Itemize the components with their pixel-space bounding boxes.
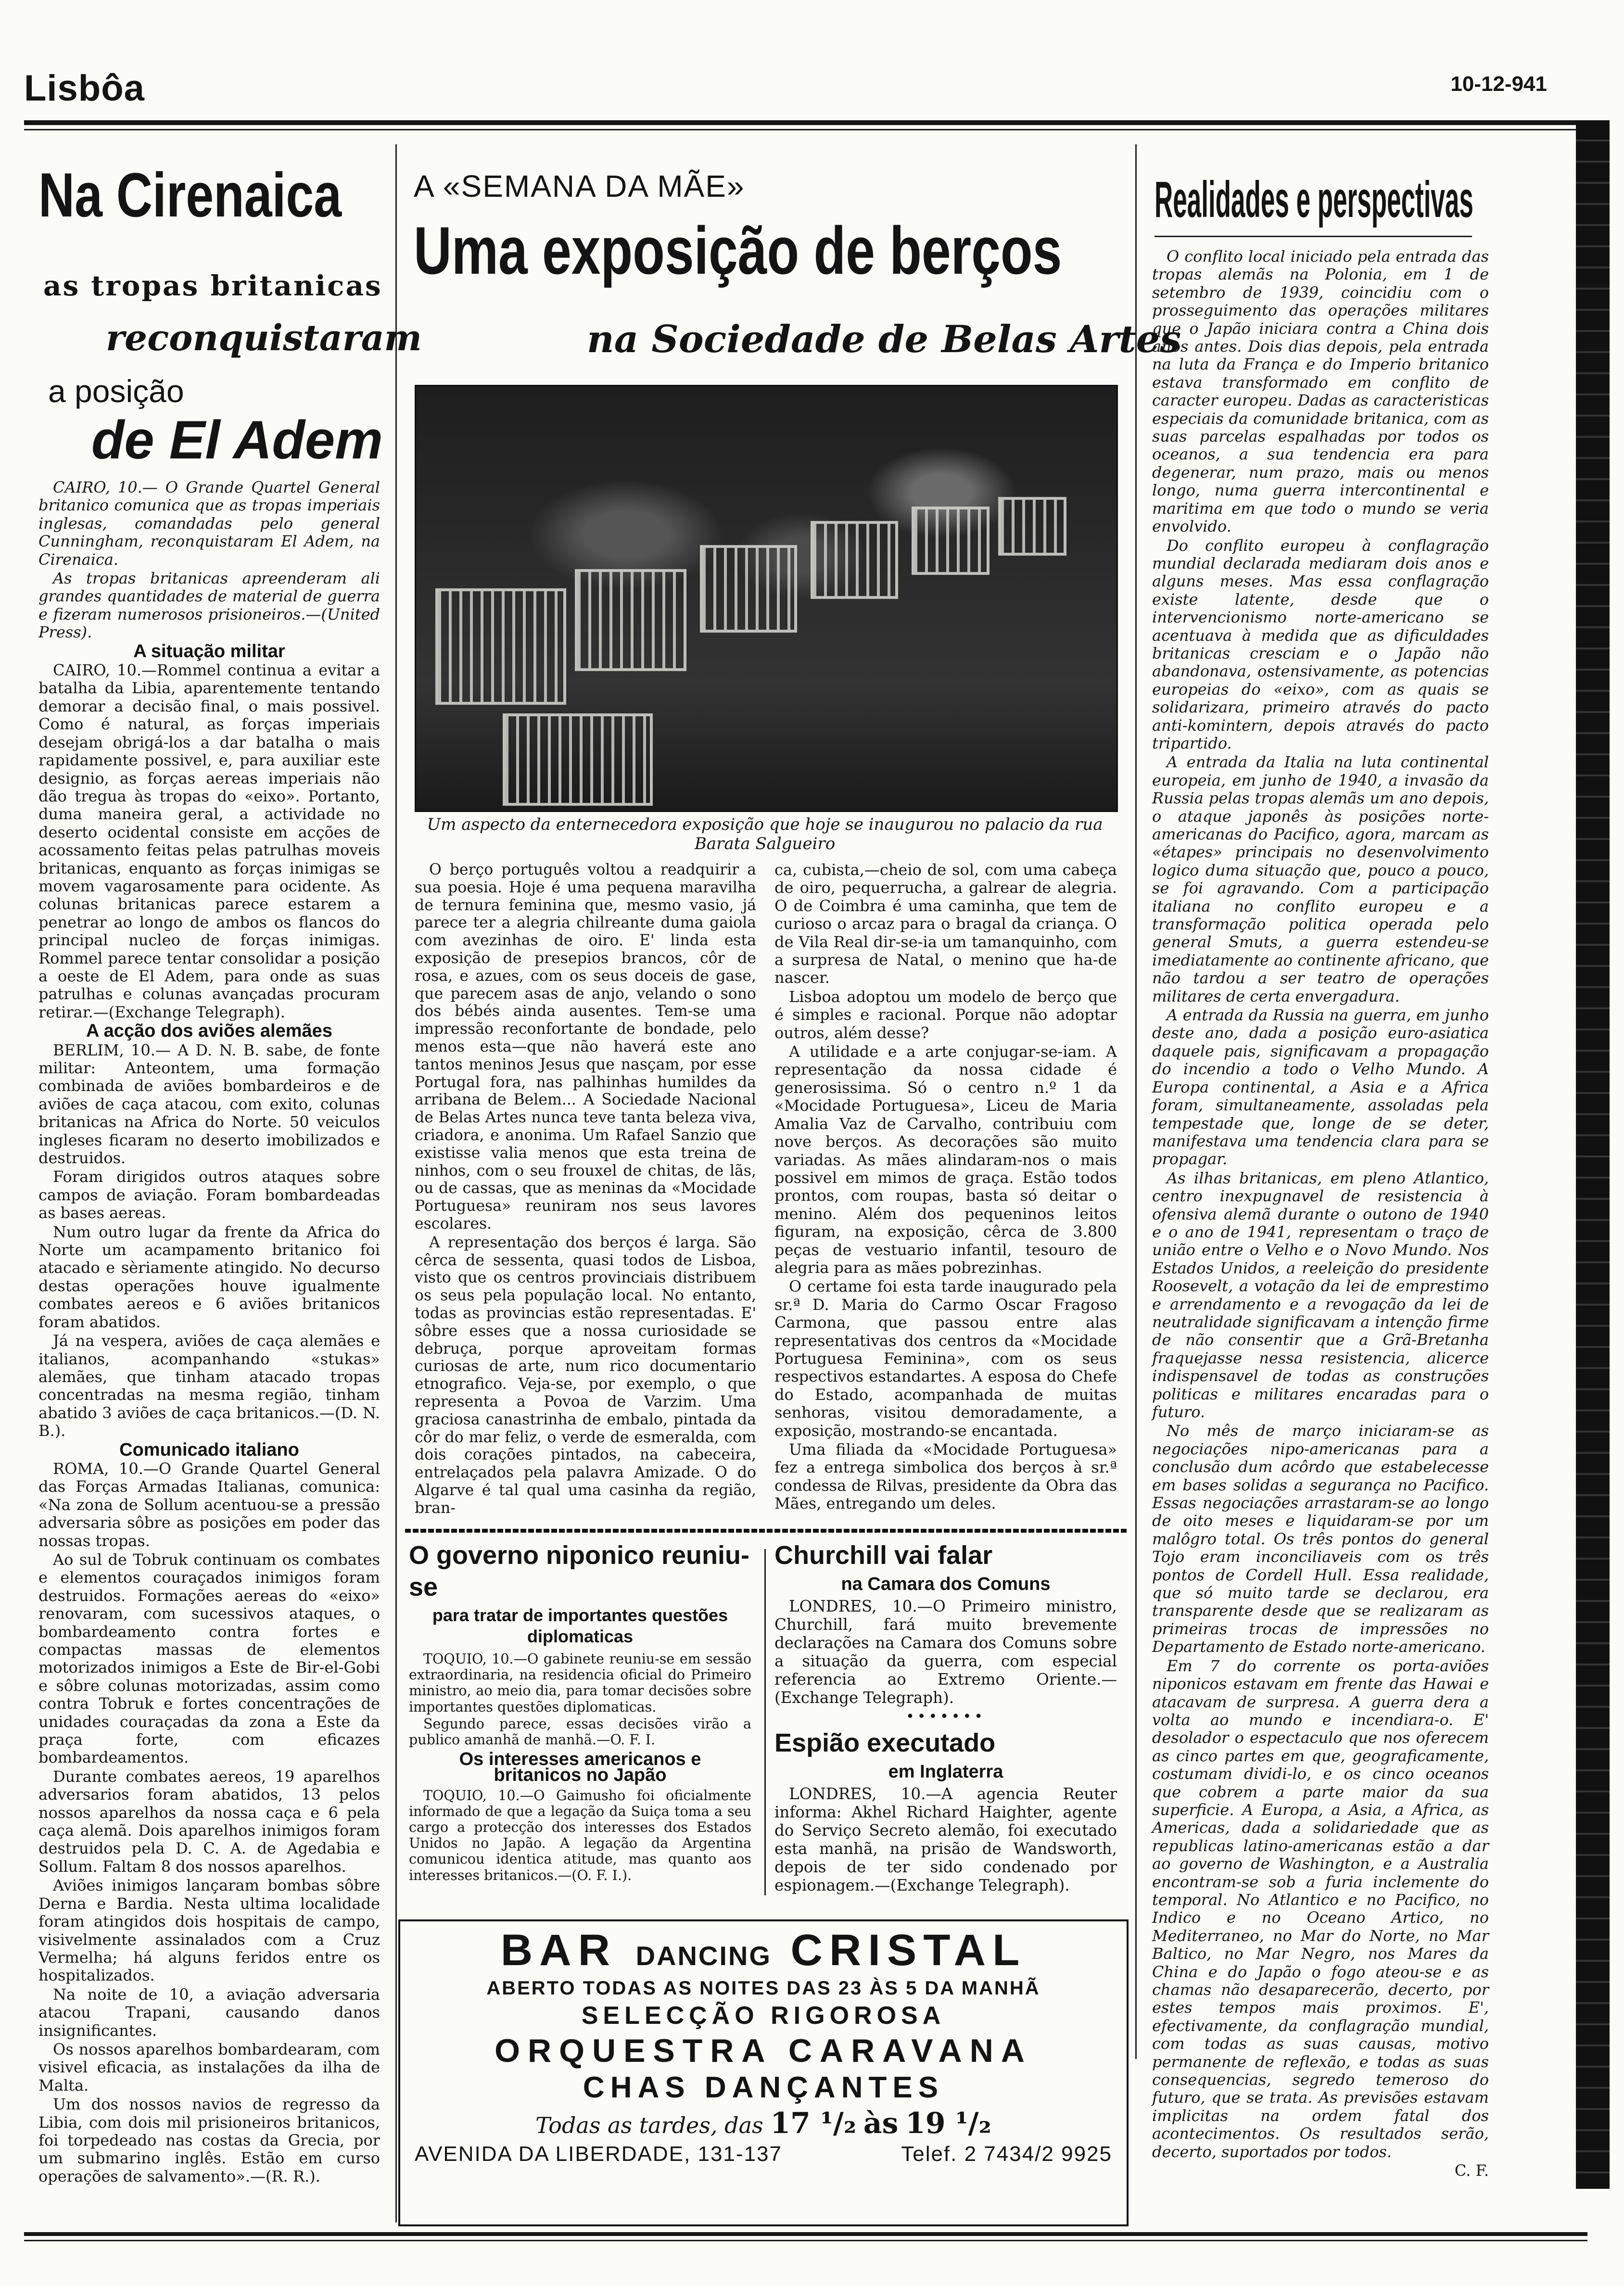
churchill-headline: Churchill vai falar [774,1541,993,1570]
column-divider-center [764,1549,766,1895]
realidades-headline: Realidades e perspectivas [1155,171,1473,228]
bar-cristal-ad [398,1919,1129,2226]
espiao-deck: em Inglaterra [888,1762,1003,1782]
berco-deck: na Sociedade de Belas Artes [587,318,1181,361]
ad-footer [400,2142,1127,2166]
realidades-p3: A entrada da Italia na luta continental europeia, em junho de 1940, a invasão da Russia pelas tropas alemãs um ano depois, o ataque japonês às posições norte-americanas do Pacifico, agora, marcam as «étapes» principais no desenvolvimento logico duma situação que, pouco a pouco, se foi agravando. Com a participação italiana no conflito europeu e a transformação politica operada pelo general Smuts, a guerra estendeu-se imediatamente ao continente africano, que não tardou a ser teatro de operações militares de certa envergadura. [1152,753,1489,1005]
berco-b-p3: A utilidade e a arte conjugar-se-iam. A representação da nossa cidade é generosissima. Só o centro n.º 1 da «Mocidade Portuguesa», Liceu de Maria Amalia Vaz de Carvalho, contribuiu com nove berços. As decorações são muito variadas. As mães alindaram-nos o mais possivel em mimos de graça. Estão todos prontos, com roupas, basta só deitar o menino. Além dos pequeninos leitos figuram, na exposição, cêrca de 3.800 peças de vestuario infantil, tesouro de alegria para as mães pobrezinhas. [774,1042,1117,1277]
espiao-p1: LONDRES, 10.—A agencia Reuter informa: Akhel Richard Haighter, agente do Serviço Secreto alemão, foi executado esta manhã, na prisão de Wandsworth, depois de ter sido condenado por espionagem.—(Exchange Telegraph). [774,1785,1117,1894]
realidades-signature: C. F. [1454,2161,1489,2180]
churchill-p1: LONDRES, 10.—O Primeiro ministro, Churchill, fará muito brevemente declarações na Camara dos Comuns sobre a situação da guerra, com especial referencia ao Extremo Oriente.—(Exchange Telegraph). [774,1597,1117,1707]
cirenaica-deck-1: as tropas britanicas [43,269,382,302]
berco-a-p2: A representação dos berços é larga. São cêrca de sessenta, quasi todos de Lisboa, visto que os centros provinciais distribuem os seus pela população local. No entanto, todas as provincias estão representadas. E' sôbre esses que a nossa curiosidade se debruça, porque aproveitam formas curiosas de arte, num rico documentario etnografico. Veja-se, por exemplo, o que representa a Povoa de Varzim. Uma graciosa canastrinha de embalo, pintada da côr do mar feliz, o verde de esmeralda, com dois corações pintados, na cabeceira, entrelaçados pela palavra Amizade. O do Algarve é tal qual uma casinha da região, bran- [415,1233,756,1517]
churchill-deck: na Camara dos Comuns [841,1574,1051,1594]
japao-p3: TOQUIO, 10.—O Gaimusho foi oficialmente informado de que a legação da Suiça toma a seu cargo a protecção dos interesses dos Estados Unidos no Japão. A legação da Argentina comunicou identica atitude, mas quanto aos interesses britanicos.—(O. F. I.). [409,1787,751,1883]
cirenaica-headline: Na Cirenaica [38,160,342,230]
japao-deck: para tratar de importantes questões diplomaticas [432,1605,728,1646]
cirenaica-lead-p1: CAIRO, 10.— O Grande Quartel General britanico comunica que as tropas imperiais inglesas, comandadas pelo general Cunningham, reconquistaram El Adem, na Cirenaica. [38,478,380,569]
roma-p5: Na noite de 10, a aviação adversaria atacou Trapani, causando danos insignificantes. [38,1985,380,2040]
japao-p1: TOQUIO, 10.—O gabinete reuniu-se em sessão extraordinaria, na residencia oficial do Primeiro ministro, ao meio dia, para tomar decisões sobre importantes questões diplomaticas. [409,1651,751,1715]
espiao-headline: Espião executado [774,1728,996,1757]
cirenaica-deck-4: de El Adem [91,410,383,470]
crib-4 [811,521,898,599]
top-rule-thin [24,129,1587,130]
column-divider-left [395,144,397,2222]
kicker: A «SEMANA DA MÃE» [414,169,745,203]
ad-address: AVENIDA DA LIBERDADE, 131-137 [415,2142,782,2166]
ad-orchestra: ORQUESTRA CARAVANA [495,2032,1032,2069]
berco-a-p1: O berço português voltou a readquirir a sua poesia. Hoje é uma pequena maravilha de ternura feminina que, mesmo vasio, já parece ter a alegria chilreante duma gaiola com avezinhas de oiro. E' linda esta exposição de presepios brancos, côr de rosa, e azues, com os seus doceis de gase, que parecem asas de anjo, velando o sono dos bébés ainda ausentes. Tem-se uma impressão reconfortante de bondade, pelo menos esta—que não haverá este ano tantos meninos Jesus que nasçam, por esse Portugal fora, nas palhinhas humildes da arribana de Belem... A Sociedade Nacional de Belas Artes nunca teve tanta beleza viva, criadora, e anonima. Um Rafael Sanzio que existisse valia menos que esta treina de ninhos, com o seu frouxel de chitas, de lãs, ou de cassas, que as meninas da «Mocidade Portuguesa» reuniram nos seus lavores escolares. [415,861,756,1232]
roma-p6: Os nossos aparelhos bombardearam, com visivel eficacia, as instalações da ilha de Malta. [38,2040,380,2095]
ad-chas: CHAS DANÇANTES [583,2071,944,2104]
realidades-p7: Em 7 do corrente os porta-aviões niponicos estavam em frente das Hawai e atacavam de surpresa. A guerra dera a volta ao mundo e incendiara-o. E' desolador o espectaculo que nos oferecem as cinco partes em que, geograficamente, costumam dividi-lo, e os cinco oceanos que cobrem a parte maior da sua superficie. A Europa, a Asia, a Africa, as Americas, dada a solidariedade que as republicas latino-americanas estão a dar ao governo de Washington, e a Australia encontram-se sob a furia inclemente do temporal. No Atlantico e no Pacifico, no Indico e no Oceano Artico, no Mediterraneo, no Mar do Norte, no Mar Baltico, no Mar Negro, nos Mares da China e do Japão o fogo ateou-se e as chamas não desaparecerão, decerto, por estes tempos mais proximos. E', efectivamente, da conflagração mundial, com todas as suas causas, motivo permanente de reflexão, e todas as suas consequencias, segredo temeroso do futuro, que se trata. As previsões estavam implicitas na ordem fatal dos acontecimentos. Os resultados serão, decerto, suportados por todos. [1152,1656,1489,2161]
roma-p4: Aviões inimigos lançaram bombas sôbre Derna e Bardia. Nesta ultima localidade foram atingidos dois hospitais de campo, visivelmente assinalados com a Cruz Vermelha; há alguns feridos entre os hospitalizados. [38,1876,380,1985]
churchill-separator: ••••••• [906,1708,986,1725]
crib-2 [575,569,686,671]
cirenaica-deck-2: reconquistaram [106,318,422,359]
crib-exhibition-photo [415,385,1118,812]
bottom-rule [24,2232,1587,2236]
berlim-p1: BERLIM, 10.— A D. N. B. sabe, de fonte militar: Anteontem, uma formação combinada de aviões bombardeiros e de aviões de caça atacou, com exito, colunas britanicas na Africa do Norte. 50 veiculos ingleses ficaram no deserto imobilizados e destruidos. [38,1041,380,1168]
berco-body-a [415,861,756,1518]
column-divider-right [1135,144,1137,2059]
bottom-rule-thin [24,2240,1587,2241]
cirenaica-lead-p2: As tropas britanicas apreenderam ali grandes quantidades de material de guerra e fizeram numerosos prisioneiros.—(United Press). [38,569,380,642]
cirenaica-body [38,479,380,2186]
roma-p2: Ao sul de Tobruk continuam os combates e elementos couraçados inimigos foram destruidos. Formações aereas do «eixo» renovaram, com sucessivos ataques, o bombardeamento contra fortes e compactas massas de elementos motorizados inimigos a Este de Bir-el-Gobi e sôbre colunas motorizadas, assim como contra Tobruk e fortes concentrações de unidades couraçadas da zona a Este da praça forte, com eficazes bombardeamentos. [38,1550,380,1767]
cirenaica-deck-3: a posição [48,373,184,409]
issue-date: 10-12-941 [1450,72,1547,96]
roma-p3: Durante combates aereos, 19 aparelhos adversarios foram abatidos, 13 pelos nossos aparelhos da nossa caça e 6 pela caça alemã. Dois aparelhos inimigos foram destruidos pela D. C. A. de Agedabia e Sollum. Faltam 8 dos nossos aparelhos. [38,1767,380,1876]
top-rule [24,120,1587,125]
crib-3 [700,545,797,633]
subhead-italiano: Comunicado italiano [119,1439,299,1460]
realidades-p1: O conflito local iniciado pela entrada das tropas alemãs na Polonia, em 1 de setembro de 1939, coincidiu com o prosseguimento das operações militares que o Japão iniciara contra a China dois anos antes. Dois dias depois, pela entrada na luta da França e do Imperio britanico estava transformado em conflito de caracter europeu. Dadas as caracteristicas especiais da comunidade britanica, com as suas parcelas espalhadas por todos os oceanos, a sua tendencia era para degenerar, num prazo, mais ou menos longo, numa guerra intercontinental e maritima em que todo o mundo se veria envolvido. [1152,247,1489,536]
berco-headline: Uma exposição de berços [414,213,1062,288]
realidades-p4: A entrada da Russia na guerra, em junho deste ano, dada a posição euro-asiatica daquele pais, significavam a propagação do incendio a todo o Velho Mundo. A Europa continental, a Asia e a Africa foram, simultaneamente, assoladas pela tempestade que, longe de se deter, manifestava uma tendencia clara para se propagar. [1152,1006,1489,1168]
ad-open-hours: ABERTO TODAS AS NOITES DAS 23 ÀS 5 DA MANHÃ [486,1978,1040,1999]
berlim-p3: Num outro lugar da frente da Africa do Norte um acampamento britanico foi atacado e sèriamente atingido. No decurso destas operações houve igualmente combates aereos e 6 aviões britanicos foram abatidos. [38,1222,380,1331]
situacao-p1: CAIRO, 10.—Rommel continua a evitar a batalha da Libia, aparentemente tentando demorar a decisão final, o mais possivel. Como é natural, as forças imperiais desejam obrigá-los a dar batalha o mais rapidamente possivel, e, para auxiliar este designio, as forças aereas imperiais não dão tregua às tropas do «eixo». Portanto, duma maneira geral, a actividade no deserto ocidental consiste em acções de acossamento feitas pelas patrulhas moveis britanicas, enquanto as forças inimigas se movem vagarosamente para ocidente. As colunas britanicas parece estarem a penetrar ao longo de ambos os flancos do principal nucleo de forças inimigas. Rommel parece tentar consolidar a posição a oeste de El Adem, para onde as suas patrulhas e colunas avançadas procuram retirar.—(Exchange Telegraph). [38,661,380,1021]
margin-bar [1576,120,1610,2189]
berco-b-p5: Uma filiada da «Mocidade Portuguesa» fez a entrega simbolica dos berços à sr.ª condessa de Rilvas, presidente da Obra das Mães, entregando um deles. [774,1440,1117,1513]
japao-subhead: Os interesses americanos e britanicos no Japão [459,1749,701,1786]
masthead-title: Lisbôa [24,68,145,109]
subhead-situacao: A situação militar [133,641,285,661]
berco-b-p2: Lisboa adoptou um modelo de berço que é simples e racional. Porque não adoptar outros, além desse? [774,987,1117,1042]
ad-selection: SELECÇÃO RIGOROSA [581,2002,946,2030]
berlim-p4: Já na vespera, aviões de caça alemães e italianos, acompanhando «stukas» alemães, que tinham atacado tropas concentradas na mesma região, tinham abatido 3 aviões de caça britanicos.—(D. N. B.). [38,1332,380,1440]
berco-body-b [774,861,1117,1514]
berco-b-p4: O certame foi esta tarde inaugurado pela sr.ª D. Maria do Carmo Oscar Fragoso Carmona, que passou entre alas representativas dos centros da «Mocidade Portuguesa Feminina», com os seus respectivos estandartes. A esposa do Chefe do Estado, acompanhada de muitas senhoras, visitou demoradamente, a exposição, mostrando-se encantada. [774,1277,1117,1440]
japao-article [409,1539,751,1884]
realidades-body [1152,248,1489,2181]
japao-p2: Segundo parece, essas decisões virão a publico amanhã de manhã.—O. F. I. [409,1715,751,1748]
roma-p1: ROMA, 10.—O Grande Quartel General das Forças Armadas Italianas, comunica: «Na zona de Sollum acentuou-se a pressão adversaria sôbre as posições em poder das nossas tropas. [38,1459,380,1550]
ad-title: BAR DANCING CRISTAL [500,1926,1027,1975]
realidades-rule [1155,236,1472,237]
japao-headline: O governo niponico reuniu-se [409,1541,749,1601]
ad-phone: Telef. 2 7434/2 9925 [901,2142,1112,2166]
roma-p7: Um dos nossos navios de regresso da Libia, com dois mil prisioneiros britanicos, foi torpedeado nas costas da Grecia, por um submarino inglês. Estão em curso operações de salvamento».—(R. R.). [38,2095,380,2185]
realidades-p2: Do conflito europeu à conflagração mundial declarada mediaram dois anos e alguns meses. Mas essa conflagração existe latente, desde que o intervencionismo norte-americano se acentuava à medida que as dificuldades britanicas cresciam e o Japão não abandonava, ostensivamente, as potencias europeias do «eixo», com as quais se solidarizara, primeiro através do pacto anti-komintern, depois através do pacto tripartido. [1152,536,1489,752]
photo-caption: Um aspecto da enternecedora exposição que hoje se inaugurou no palacio da rua Barata Salgueiro [427,815,1103,853]
crib-6 [998,497,1066,556]
crib-5 [912,507,990,575]
subhead-avioes: A acção dos aviões alemães [86,1021,332,1041]
ad-afternoons: Todas as tardes, das 17 ¹/₂ às 19 ¹/₂ [535,2107,991,2140]
center-section-rule [405,1529,1127,1533]
berlim-p2: Foram dirigidos outros ataques sobre campos de aviação. Foram bombardeadas as bases aereas. [38,1168,380,1222]
crib-1 [435,588,566,705]
churchill-article [774,1539,1117,1895]
berco-b-p1: ca, cubista,—cheio de sol, com uma cabeça de oiro, pequerrucha, a galrear de alegria. O de Coimbra é uma caminha, que tem de curioso o arcaz para o bragal da criança. O de Vila Real dir-se-ia um tamanquinho, com a surpresa de Natal, o menino que ha-de nascer. [774,861,1117,987]
crib-7 [503,713,653,806]
realidades-p5: As ilhas britanicas, em pleno Atlantico, centro inexpugnavel de resistencia à ofensiva alemã durante o outono de 1940 e o ano de 1941, representam o traço de união entre o Velho e o Novo Mundo. Nos Estados Unidos, a reeleição do presidente Roosevelt, a votação da lei de emprestimo e arrendamento e a revogação da lei de neutralidade significavam a intenção firme de não consentir que a Grã-Bretanha fraquejasse nessa resistencia, alicerce indispensavel de todas as construções politicas e militares encaradas para o futuro. [1152,1168,1489,1421]
realidades-p6: No mês de março iniciaram-se as negociações nipo-americanas para a conclusão dum acôrdo que estabelecesse em bases solidas a segurança no Pacifico. Essas negociações arrastaram-se ao longo de oito meses e liquidaram-se por um malôgro total. Os três pontos do general Tojo eram inconciliaveis com os três pontos de Cordell Hull. Essa realidade, que só muito tarde se declarou, era transparente desde que se realizaram as primeiras trocas de impressões no Departamento de Estado norte-americano. [1152,1422,1489,1656]
